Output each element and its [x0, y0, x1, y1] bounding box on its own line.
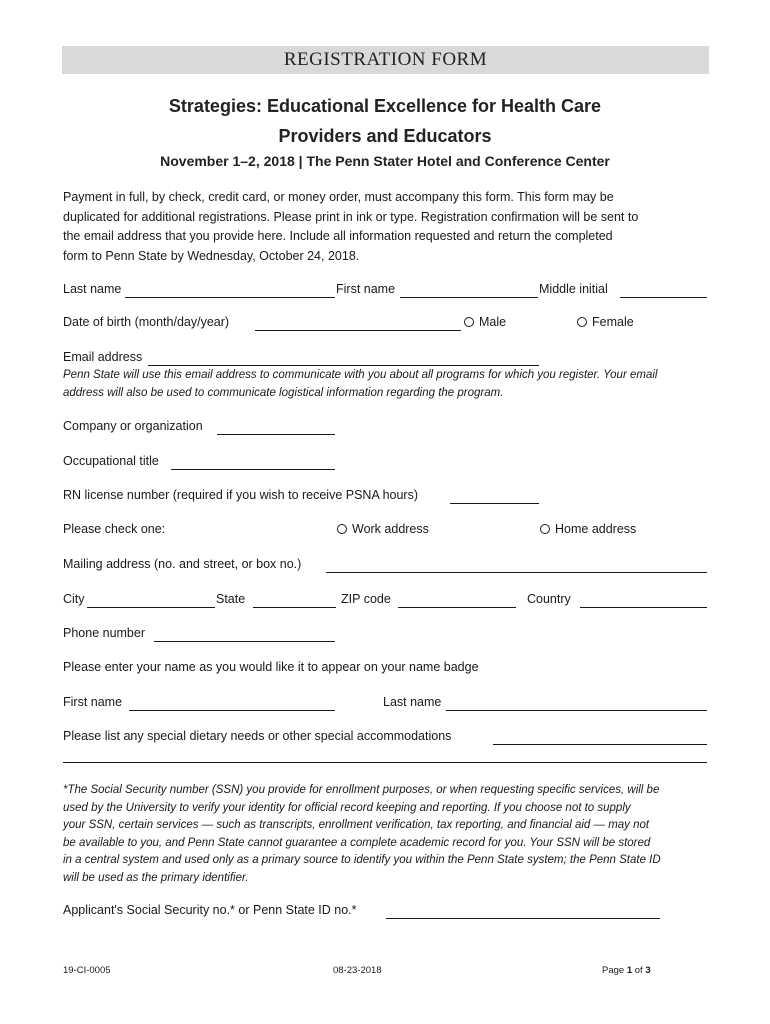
event-title-line2: Providers and Educators: [278, 126, 492, 146]
middle-initial-label: Middle initial: [539, 282, 608, 296]
radio-circle-icon: [464, 317, 474, 327]
female-label: Female: [592, 315, 634, 329]
footer-date: 08-23-2018: [333, 965, 382, 976]
city-label: City: [63, 592, 85, 606]
ssn-note-line: *The Social Security number (SSN) you provide for enrollment purposes, or when requesting specific services, will be: [63, 784, 660, 796]
badge-prompt: Please enter your name as you would like it to appear on your name badge: [63, 660, 479, 674]
middle-initial-field[interactable]: [620, 297, 707, 298]
radio-circle-icon: [540, 524, 550, 534]
event-title-line1: Strategies: Educational Excellence for Health Care: [168, 96, 602, 116]
zip-label: ZIP code: [341, 592, 391, 606]
work-address-radio[interactable]: [337, 522, 429, 536]
radio-circle-icon: [577, 317, 587, 327]
email-note: [63, 367, 657, 402]
dob-label: Date of birth (month/day/year): [63, 315, 230, 329]
dietary-field[interactable]: [493, 744, 707, 745]
badge-last-name-field[interactable]: [446, 710, 707, 711]
dob-field[interactable]: [255, 330, 461, 331]
male-label: Male: [479, 315, 507, 329]
company-field[interactable]: [217, 434, 335, 435]
badge-first-name-label: First name: [63, 695, 123, 709]
ssn-note: [63, 782, 661, 887]
first-name-label: First name: [336, 282, 396, 296]
dietary-field-continued[interactable]: [63, 762, 707, 763]
radio-circle-icon: [337, 524, 347, 534]
home-address-label: Home address: [555, 522, 637, 536]
email-field[interactable]: [148, 365, 539, 366]
email-note-line: address will also be used to communicate logistical information regarding the program.: [63, 386, 504, 399]
intro-line: Payment in full, by check, credit card, or money order, must accompany this form. This form may be: [63, 190, 614, 204]
footer-page-number: [602, 965, 651, 976]
ssn-note-line: in a central system and used only as a primary source to identify you within the Penn State system; the Penn State ID: [63, 854, 661, 866]
page-current: 1: [626, 965, 633, 976]
occupational-title-field[interactable]: [171, 469, 335, 470]
ssn-note-line: will be used as the primary identifier.: [63, 871, 249, 884]
intro-paragraph: [63, 188, 723, 266]
ssn-field[interactable]: [386, 918, 660, 919]
phone-label: Phone number: [63, 626, 146, 640]
email-note-line: Penn State will use this email address to communicate with you about all programs for which you register. Your email: [63, 369, 658, 381]
first-name-field[interactable]: [400, 297, 538, 298]
badge-last-name-label: Last name: [383, 695, 442, 709]
ssn-label: Applicant's Social Security no.* or Penn State ID no.*: [63, 903, 357, 917]
footer-code: 19-CI-0005: [63, 965, 111, 976]
male-radio[interactable]: [464, 315, 506, 329]
badge-first-name-field[interactable]: [129, 710, 335, 711]
last-name-label: Last name: [63, 282, 122, 296]
email-label: Email address: [63, 350, 143, 364]
occupational-title-label: Occupational title: [63, 454, 159, 468]
country-label: Country: [527, 592, 571, 606]
ssn-note-line: be available to you, and Penn State cannot guarantee a complete academic record for you. Your SSN will be stored: [63, 836, 651, 849]
female-radio[interactable]: [577, 315, 634, 329]
dietary-label: Please list any special dietary needs or other special accommodations: [63, 729, 452, 743]
page-prefix: Page: [602, 965, 627, 976]
phone-field[interactable]: [154, 641, 335, 642]
ssn-note-line: your SSN, certain services — such as transcripts, enrollment verification, tax reporting, and financial aid — may not: [63, 819, 650, 831]
company-label: Company or organization: [63, 419, 203, 433]
page-of: of: [632, 965, 646, 976]
intro-line: duplicated for additional registrations. Please print in ink or type. Registration confirmation will be sent to: [63, 209, 639, 224]
home-address-radio[interactable]: [540, 522, 636, 536]
state-field[interactable]: [253, 607, 336, 608]
check-one-label: Please check one:: [63, 522, 166, 536]
work-address-label: Work address: [352, 522, 429, 536]
zip-field[interactable]: [398, 607, 516, 608]
form-title: REGISTRATION FORM: [283, 49, 488, 70]
state-label: State: [216, 592, 246, 606]
intro-line: the email address that you provide here. Include all information requested and return the completed: [63, 229, 613, 243]
last-name-field[interactable]: [125, 297, 335, 298]
city-field[interactable]: [87, 607, 215, 608]
mailing-address-label: Mailing address (no. and street, or box no.): [63, 557, 302, 571]
ssn-note-line: used by the University to verify your identity for official record keeping and reporting. If you choose not to supply: [63, 801, 631, 814]
country-field[interactable]: [580, 607, 707, 608]
intro-line: form to Penn State by Wednesday, October 24, 2018.: [63, 248, 360, 263]
rn-license-label: RN license number (required if you wish to receive PSNA hours): [63, 488, 419, 502]
rn-license-field[interactable]: [450, 503, 539, 504]
mailing-address-field[interactable]: [326, 572, 707, 573]
header-band: [62, 46, 709, 74]
event-date-venue: November 1–2, 2018 | The Penn Stater Hotel and Conference Center: [160, 153, 610, 169]
page-total: 3: [645, 965, 651, 976]
